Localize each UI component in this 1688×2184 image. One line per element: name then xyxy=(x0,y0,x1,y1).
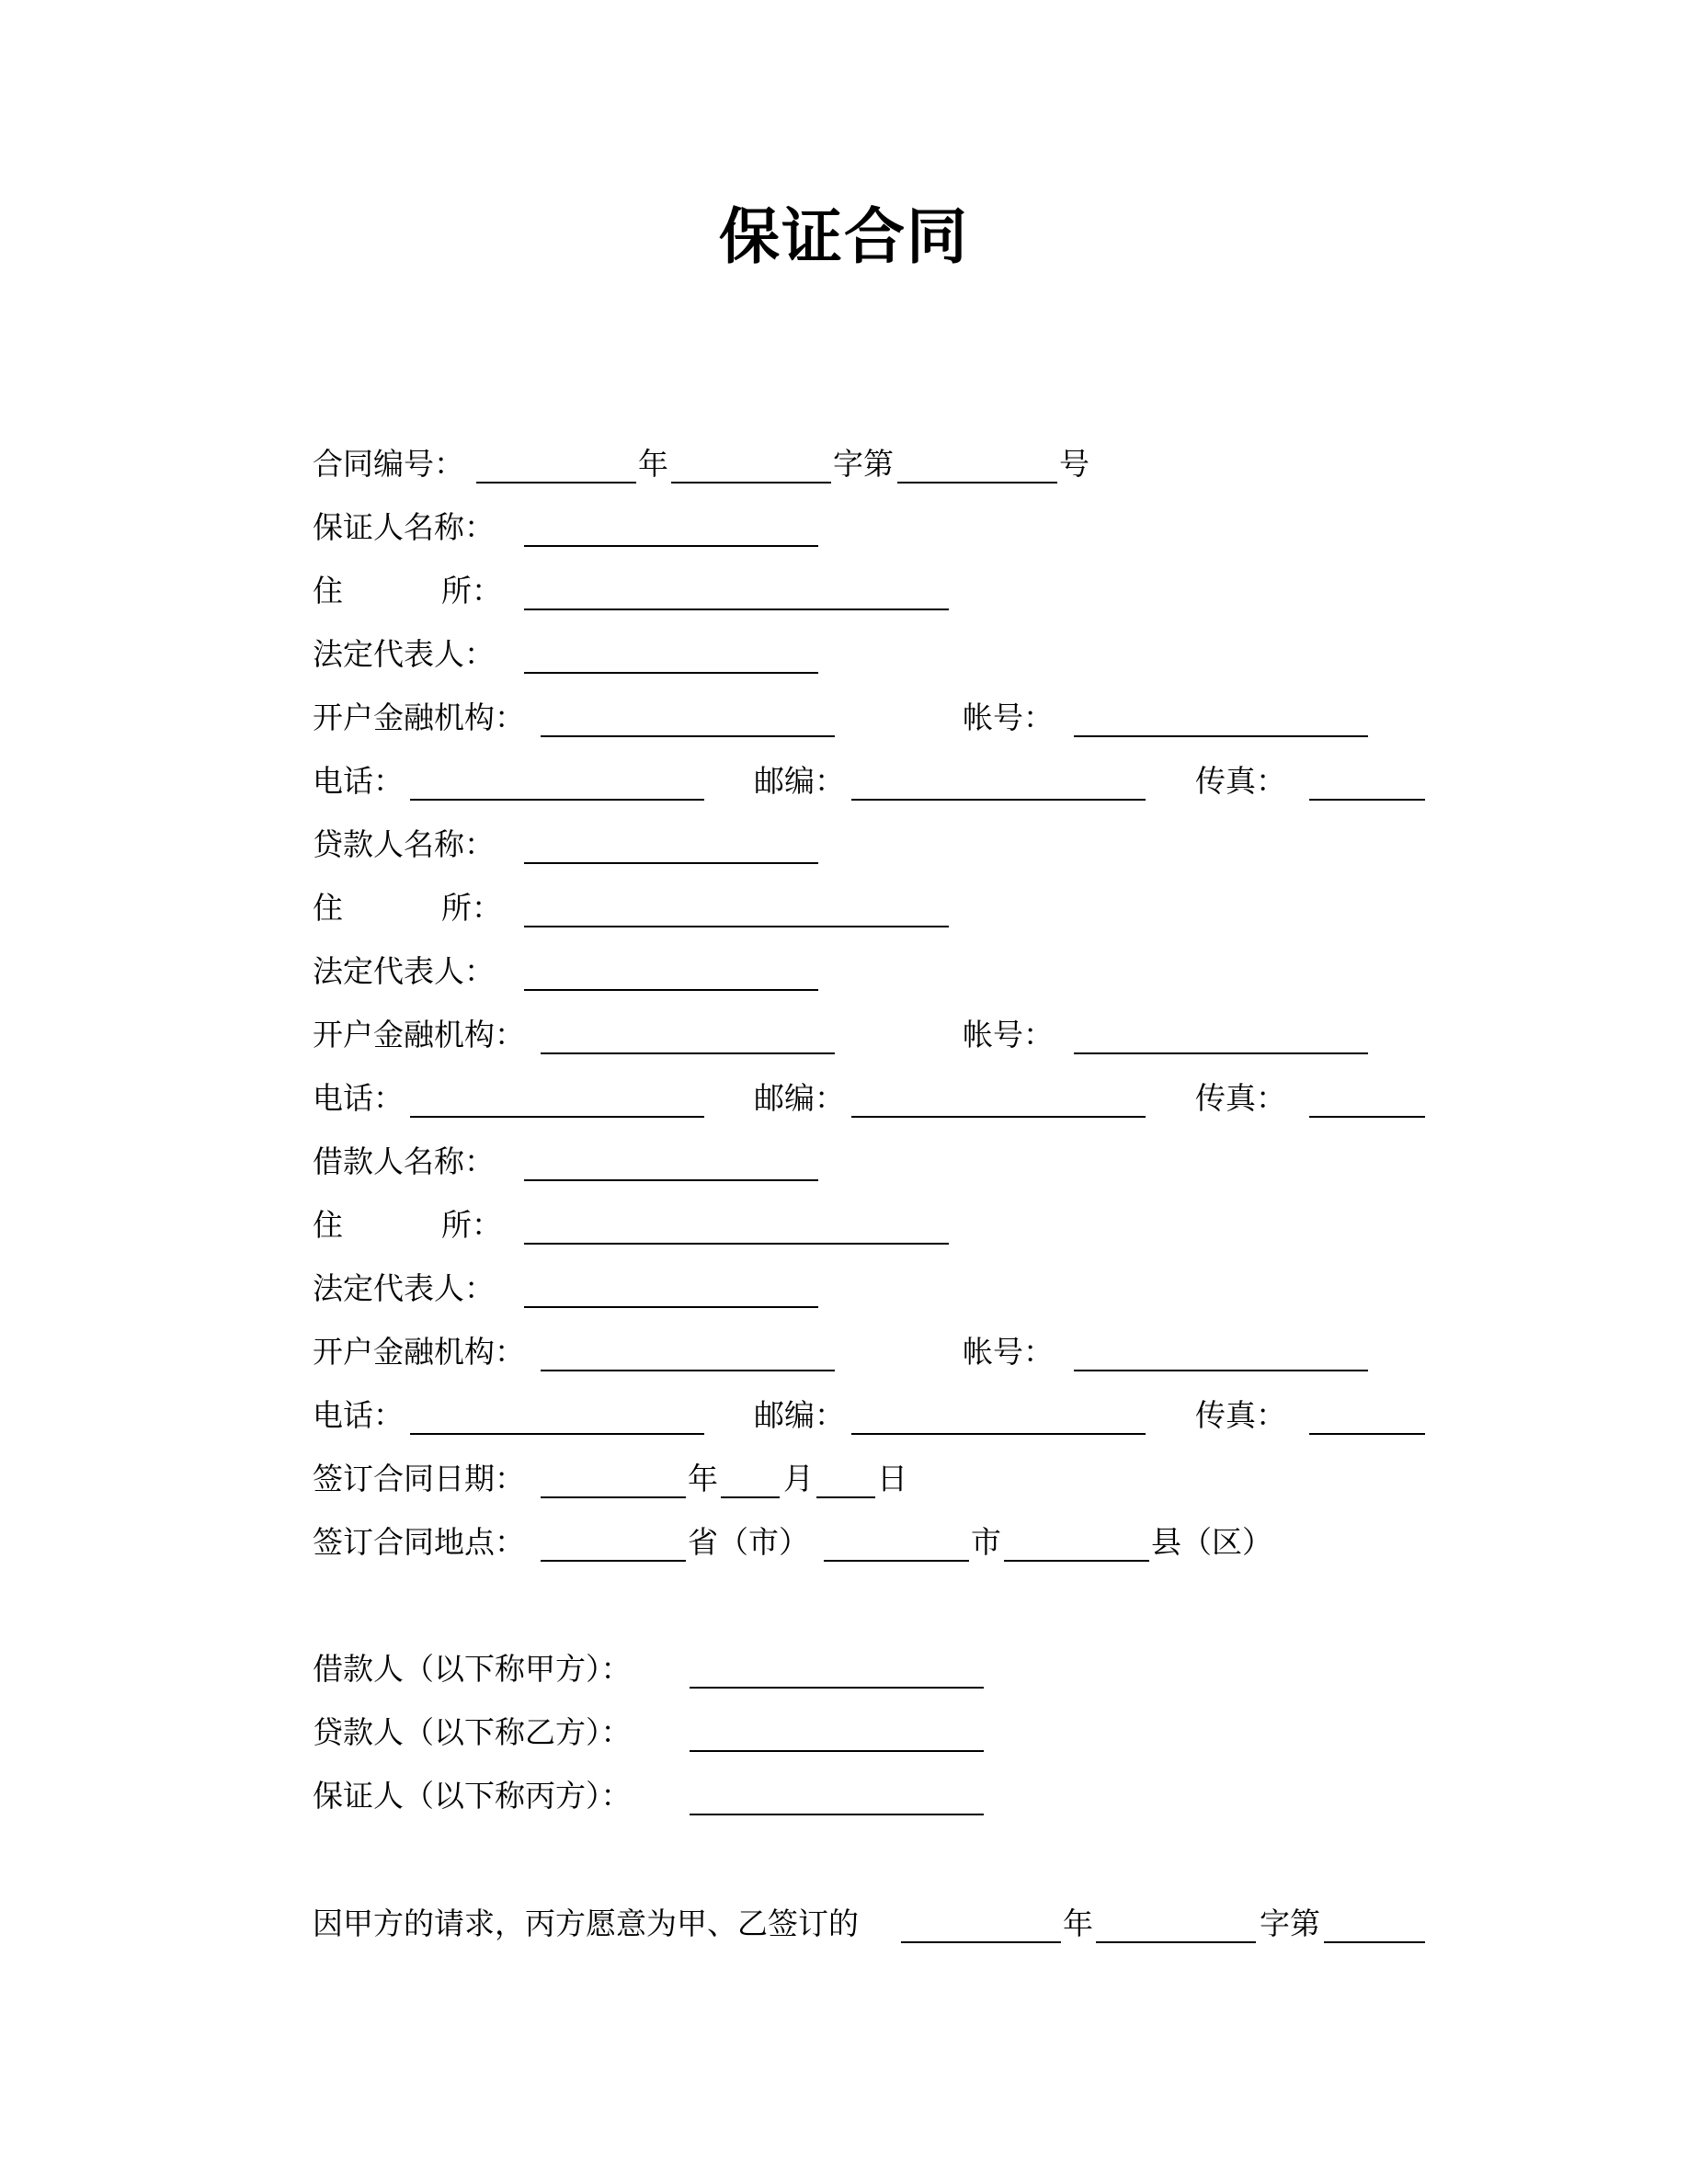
role-lender-blank[interactable] xyxy=(690,1750,984,1752)
borrower-rep-blank[interactable] xyxy=(524,1306,818,1308)
contract-hao-text: 号 xyxy=(1059,446,1089,482)
contract-zi-blank[interactable] xyxy=(671,482,831,483)
guarantor-rep-blank[interactable] xyxy=(524,672,818,674)
lender-rep-blank[interactable] xyxy=(524,989,818,991)
guarantor-address-label-2: 所： xyxy=(441,573,502,609)
guarantor-address-label-1: 住 xyxy=(313,573,343,609)
guarantor-postcode-blank[interactable] xyxy=(851,799,1146,801)
sign-day-text: 日 xyxy=(877,1461,907,1496)
borrower-name-blank[interactable] xyxy=(524,1179,818,1181)
role-borrower-blank[interactable] xyxy=(690,1687,984,1689)
borrower-address-label-1: 住 xyxy=(313,1207,343,1243)
borrower-bank-blank[interactable] xyxy=(541,1370,835,1371)
guarantor-name-blank[interactable] xyxy=(524,545,818,547)
borrower-rep-label: 法定代表人： xyxy=(313,1270,495,1306)
lender-name-label: 贷款人名称： xyxy=(313,826,495,862)
sign-year-blank[interactable] xyxy=(541,1496,686,1498)
lender-name-blank[interactable] xyxy=(524,862,818,864)
role-lender-label: 贷款人（以下称乙方）： xyxy=(313,1714,632,1750)
body-year-text: 年 xyxy=(1063,1905,1093,1941)
lender-phone-label: 电话： xyxy=(313,1080,404,1116)
lender-account-label: 帐号： xyxy=(963,1017,1054,1052)
guarantor-address-blank[interactable] xyxy=(524,609,949,610)
lender-fax-label: 传真： xyxy=(1195,1080,1286,1116)
guarantor-fax-label: 传真： xyxy=(1195,763,1286,799)
lender-bank-label: 开户金融机构： xyxy=(313,1017,525,1052)
body-year-blank[interactable] xyxy=(901,1941,1061,1943)
sign-place-label: 签订合同地点： xyxy=(313,1524,525,1560)
sign-province-blank[interactable] xyxy=(541,1560,686,1562)
lender-rep-label: 法定代表人： xyxy=(313,953,495,989)
sign-month-blank[interactable] xyxy=(721,1496,780,1498)
sign-city-blank[interactable] xyxy=(824,1560,969,1562)
document-title: 保证合同 xyxy=(719,200,969,272)
borrower-postcode-label: 邮编： xyxy=(754,1397,845,1433)
borrower-fax-label: 传真： xyxy=(1195,1397,1286,1433)
guarantor-fax-blank[interactable] xyxy=(1309,799,1425,801)
body-intro-text: 因甲方的请求，丙方愿意为甲、乙签订的 xyxy=(313,1905,859,1941)
borrower-account-blank[interactable] xyxy=(1074,1370,1368,1371)
body-zi-blank[interactable] xyxy=(1096,1941,1256,1943)
contract-year-text: 年 xyxy=(638,446,668,482)
sign-county-blank[interactable] xyxy=(1004,1560,1149,1562)
contract-hao-blank[interactable] xyxy=(897,482,1057,483)
lender-bank-blank[interactable] xyxy=(541,1052,835,1054)
borrower-account-label: 帐号： xyxy=(963,1334,1054,1370)
sign-year-text: 年 xyxy=(688,1461,718,1496)
borrower-name-label: 借款人名称： xyxy=(313,1143,495,1179)
sign-month-text: 月 xyxy=(783,1461,814,1496)
lender-postcode-blank[interactable] xyxy=(851,1116,1146,1118)
guarantor-account-blank[interactable] xyxy=(1074,735,1368,737)
guarantor-bank-blank[interactable] xyxy=(541,735,835,737)
borrower-postcode-blank[interactable] xyxy=(851,1433,1146,1435)
contract-zidi-text: 字第 xyxy=(833,446,894,482)
sign-city-text: 市 xyxy=(971,1524,1001,1560)
guarantor-rep-label: 法定代表人： xyxy=(313,636,495,672)
sign-day-blank[interactable] xyxy=(816,1496,875,1498)
lender-address-blank[interactable] xyxy=(524,926,949,927)
lender-phone-blank[interactable] xyxy=(410,1116,704,1118)
contract-year-blank[interactable] xyxy=(476,482,636,483)
sign-province-text: 省（市） xyxy=(688,1524,809,1560)
borrower-phone-label: 电话： xyxy=(313,1397,404,1433)
body-hao-blank[interactable] xyxy=(1324,1941,1425,1943)
borrower-phone-blank[interactable] xyxy=(410,1433,704,1435)
guarantor-account-label: 帐号： xyxy=(963,700,1054,735)
borrower-address-blank[interactable] xyxy=(524,1243,949,1245)
borrower-address-label-2: 所： xyxy=(441,1207,502,1243)
borrower-fax-blank[interactable] xyxy=(1309,1433,1425,1435)
lender-address-label-1: 住 xyxy=(313,890,343,926)
guarantor-phone-blank[interactable] xyxy=(410,799,704,801)
guarantor-phone-label: 电话： xyxy=(313,763,404,799)
lender-fax-blank[interactable] xyxy=(1309,1116,1425,1118)
body-zidi-text: 字第 xyxy=(1260,1905,1320,1941)
lender-account-blank[interactable] xyxy=(1074,1052,1368,1054)
lender-postcode-label: 邮编： xyxy=(754,1080,845,1116)
contract-number-label: 合同编号： xyxy=(313,446,464,482)
guarantor-postcode-label: 邮编： xyxy=(754,763,845,799)
role-guarantor-label: 保证人（以下称丙方）： xyxy=(313,1778,632,1814)
sign-county-text: 县（区） xyxy=(1151,1524,1272,1560)
lender-address-label-2: 所： xyxy=(441,890,502,926)
role-guarantor-blank[interactable] xyxy=(690,1814,984,1815)
sign-date-label: 签订合同日期： xyxy=(313,1461,525,1496)
role-borrower-label: 借款人（以下称甲方）： xyxy=(313,1651,632,1687)
borrower-bank-label: 开户金融机构： xyxy=(313,1334,525,1370)
guarantor-bank-label: 开户金融机构： xyxy=(313,700,525,735)
guarantor-name-label: 保证人名称： xyxy=(313,509,495,545)
